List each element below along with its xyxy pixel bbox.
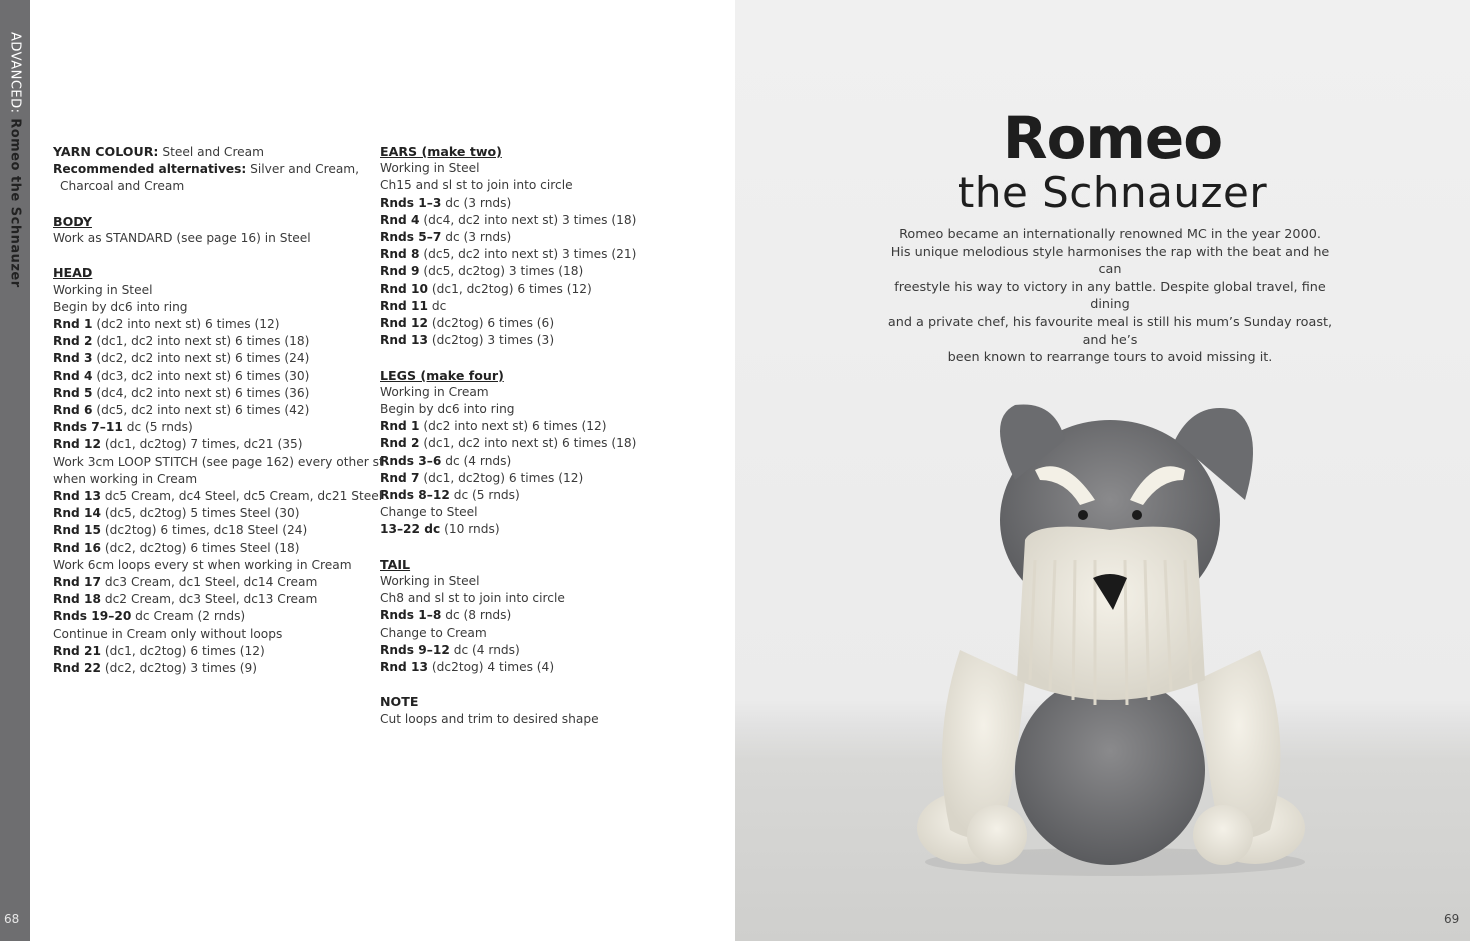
instruction-line (53, 608, 358, 625)
round-label: Rnd 13 (380, 333, 428, 348)
instruction-line (53, 505, 358, 522)
round-label: Rnd 22 (53, 661, 101, 676)
instruction-line (380, 504, 680, 521)
round-label: Rnd 15 (53, 523, 101, 538)
round-label: Rnds 1–8 (380, 608, 442, 623)
instruction-line (380, 384, 680, 401)
intro-line: Romeo became an internationally renowned MC in the year 2000. (899, 227, 1321, 242)
round-label: Rnd 2 (380, 436, 420, 451)
section-heading-ears: EARS (make two) (380, 144, 502, 159)
instruction-text: (dc4, dc2 into next st) 3 times (18) (419, 212, 637, 227)
round-label: Rnds 3–6 (380, 453, 442, 468)
intro-line: been known to rearrange tours to avoid missing it. (947, 350, 1273, 366)
instruction-text: (dc2tog) 4 times (4) (428, 660, 555, 675)
round-label: Rnd 11 (380, 298, 428, 313)
instruction-text: Ch15 and sl st to join into circle (380, 178, 573, 193)
instruction-text: Change to Cream (380, 625, 487, 640)
instruction-line (53, 488, 383, 505)
instruction-text: (dc2tog) 3 times (3) (428, 333, 555, 348)
instruction-line (380, 298, 680, 315)
section-heading-note: NOTE (380, 694, 419, 710)
instruction-text: (dc2, dc2 into next st) 6 times (24) (92, 351, 310, 366)
instruction-text: (dc2 into next st) 6 times (12) (92, 317, 280, 331)
instruction-line (380, 160, 680, 177)
yarn-colour-label: YARN COLOUR: (53, 144, 159, 159)
round-label: Rnd 3 (53, 351, 93, 366)
intro-line: and a private chef, his favourite meal is still his mum’s Sunday roast, and he’s (887, 314, 1333, 348)
instruction-text: (dc1, dc2tog) 7 times, dc21 (35) (101, 437, 303, 452)
section-heading-tail: TAIL (380, 556, 411, 572)
instruction-line (380, 229, 680, 246)
instruction-line (380, 246, 680, 263)
section-heading-legs: LEGS (make four) (380, 367, 504, 383)
instruction-text: dc (5 rnds) (449, 488, 520, 503)
round-label: Rnd 12 (53, 437, 101, 452)
head-instructions (53, 282, 384, 678)
intro-line: His unique melodious style harmonises the rap with the beat and he can (890, 244, 1330, 278)
instruction-line (380, 573, 680, 590)
alternatives-label: Recommended alternatives: (53, 162, 247, 177)
round-label: Rnd 13 (380, 660, 428, 675)
note-text: Cut loops and trim to desired shape (380, 711, 599, 726)
round-label: Rnd 14 (53, 506, 101, 521)
instruction-line (53, 368, 358, 385)
tail-instructions (380, 573, 680, 676)
round-label: Rnds 5–7 (380, 230, 442, 245)
instruction-line (380, 659, 680, 676)
instruction-text: (dc5, dc2tog) 3 times (18) (419, 264, 584, 279)
instruction-text: dc (3 rnds) (441, 195, 512, 210)
instruction-text: Begin by dc6 into ring (380, 402, 515, 417)
instruction-line (380, 625, 680, 642)
instruction-line (53, 591, 358, 608)
round-label: Rnd 18 (53, 592, 101, 607)
instruction-line (380, 195, 680, 212)
instruction-line (380, 453, 680, 470)
spine-section: ADVANCED: (7, 32, 23, 114)
instruction-line (53, 626, 358, 643)
instruction-text: dc (3 rnds) (441, 230, 512, 245)
instruction-line (380, 435, 680, 452)
instruction-text: Working in Steel (380, 161, 480, 176)
instruction-line (53, 540, 358, 557)
round-label: Rnd 12 (380, 316, 428, 331)
pattern-title: Romeo (1002, 104, 1223, 172)
instruction-text: Working in Steel (53, 282, 153, 297)
pattern-subtitle: the Schnauzer (957, 168, 1268, 217)
round-label: Rnd 6 (53, 403, 93, 418)
instruction-text: (dc1, dc2tog) 6 times (12) (428, 281, 592, 296)
instruction-text: (dc1, dc2tog) 6 times (12) (419, 470, 584, 485)
instruction-text: dc2 Cream, dc3 Steel, dc13 Cream (101, 592, 318, 607)
section-heading-head: HEAD (53, 265, 93, 281)
round-label: Rnd 7 (380, 470, 420, 485)
instruction-text: (dc4, dc2 into next st) 6 times (36) (92, 385, 310, 400)
instruction-line (380, 642, 680, 659)
instruction-text: Working in Steel (380, 574, 480, 589)
instruction-text: Change to Steel (380, 505, 478, 520)
ears-instructions (380, 160, 680, 349)
instruction-text: dc Cream (2 rnds) (131, 609, 246, 624)
instruction-line (53, 350, 358, 367)
instruction-line (53, 574, 358, 591)
round-label: Rnd 9 (380, 264, 420, 279)
instruction-text: (dc2, dc2tog) 6 times Steel (18) (101, 540, 300, 555)
instruction-line (53, 230, 358, 247)
instruction-text: (dc2tog) 6 times, dc18 Steel (24) (101, 523, 308, 538)
instruction-text: (dc2tog) 6 times (6) (428, 316, 555, 331)
instruction-line (53, 333, 358, 350)
round-label: Rnd 1 (380, 419, 420, 434)
instruction-text: Work as STANDARD (see page 16) in Steel (53, 231, 311, 245)
page-number-right: 69 (1444, 912, 1460, 926)
instruction-text: Work 6cm loops every st when working in Cream (53, 557, 352, 572)
instruction-line (380, 418, 680, 435)
instruction-line (380, 607, 680, 624)
instruction-line (53, 282, 358, 299)
instruction-text: dc3 Cream, dc1 Steel, dc14 Cream (101, 575, 318, 590)
instruction-line (380, 521, 680, 538)
instruction-line (53, 522, 358, 539)
instruction-line (380, 487, 680, 504)
instruction-line (380, 281, 680, 298)
instruction-text: dc (5 rnds) (122, 420, 193, 435)
instruction-line (53, 419, 358, 436)
instruction-line (380, 177, 680, 194)
instruction-text: Continue in Cream only without loops (53, 626, 283, 641)
instruction-text: Working in Cream (380, 384, 489, 399)
instruction-text: dc (4 rnds) (449, 642, 520, 657)
instruction-text: (dc1, dc2 into next st) 6 times (18) (92, 334, 310, 349)
instruction-line (53, 385, 358, 402)
instruction-text: dc (4 rnds) (441, 453, 512, 468)
round-label: Rnd 16 (53, 540, 101, 555)
alternatives-line (53, 161, 358, 178)
round-label: Rnd 17 (53, 575, 101, 590)
round-label: Rnd 4 (380, 212, 420, 227)
instruction-line (53, 299, 358, 316)
round-label: Rnd 8 (380, 247, 420, 262)
round-label: Rnd 5 (53, 385, 93, 400)
alternatives-value-cont: Charcoal and Cream (60, 179, 185, 194)
instruction-text: (dc3, dc2 into next st) 6 times (30) (92, 368, 310, 383)
round-label: Rnd 13 (53, 489, 101, 504)
round-label: Rnd 1 (53, 317, 93, 331)
page-spine-tab (0, 0, 30, 941)
instruction-line (380, 212, 680, 229)
instruction-line (53, 660, 358, 677)
pattern-intro (885, 226, 1335, 367)
alternatives-value: Silver and Cream, (246, 162, 360, 177)
instruction-text: Begin by dc6 into ring (53, 299, 188, 314)
pattern-column-right (380, 143, 680, 728)
round-label: Rnds 1–3 (380, 195, 442, 210)
round-label: Rnds 9–12 (380, 642, 450, 657)
instruction-text: (dc2 into next st) 6 times (12) (419, 419, 607, 434)
instruction-text: dc (428, 298, 447, 313)
instruction-line (53, 557, 358, 574)
instruction-text: (dc1, dc2tog) 6 times (12) (101, 643, 265, 658)
instruction-line (380, 332, 680, 349)
intro-line: freestyle his way to victory in any battle. Despite global travel, fine dining (894, 279, 1326, 313)
instruction-line (380, 470, 680, 487)
instruction-line (53, 436, 358, 453)
instruction-text: dc5 Cream, dc4 Steel, dc5 Cream, dc21 Steel (101, 489, 383, 504)
round-label: Rnd 4 (53, 368, 93, 383)
round-label: Rnds 19–20 (53, 609, 132, 624)
instruction-text: (dc5, dc2 into next st) 6 times (42) (92, 403, 310, 418)
instruction-line (380, 401, 680, 418)
instruction-text: (dc1, dc2 into next st) 6 times (18) (419, 436, 637, 451)
round-label: Rnd 10 (380, 281, 428, 296)
instruction-line (380, 263, 680, 280)
round-label: Rnds 7–11 (53, 420, 123, 435)
section-heading-body: BODY (53, 213, 92, 229)
pattern-column-left (53, 143, 384, 677)
instruction-text: (dc2, dc2tog) 3 times (9) (101, 661, 258, 676)
instruction-line (53, 643, 358, 660)
instruction-line (53, 454, 384, 471)
round-label: Rnd 21 (53, 643, 101, 658)
instruction-text: Ch8 and sl st to join into circle (380, 591, 565, 606)
spine-label (8, 32, 23, 288)
yarn-colour-line (53, 143, 358, 161)
round-label: 13–22 dc (380, 522, 441, 537)
legs-instructions (380, 384, 680, 539)
instruction-line (380, 315, 680, 332)
instruction-text: dc (8 rnds) (441, 608, 512, 623)
yarn-colour-value: Steel and Cream (158, 145, 265, 159)
instruction-line (53, 471, 358, 488)
instruction-text: (dc5, dc2tog) 5 times Steel (30) (101, 506, 300, 521)
page-number-left: 68 (4, 912, 20, 926)
round-label: Rnds 8–12 (380, 488, 450, 503)
instruction-line (380, 590, 680, 607)
body-instructions (53, 230, 358, 247)
instruction-line (53, 402, 358, 419)
instruction-text: (dc5, dc2 into next st) 3 times (21) (419, 247, 637, 262)
instruction-line (53, 316, 358, 333)
spine-title: Romeo the Schnauzer (7, 118, 23, 288)
round-label: Rnd 2 (53, 334, 93, 349)
product-photo-panel (735, 0, 1470, 941)
instruction-text: Work 3cm LOOP STITCH (see page 162) every other st (53, 454, 384, 469)
instruction-text: when working in Cream (53, 471, 198, 486)
instruction-text: (10 rnds) (440, 522, 500, 537)
